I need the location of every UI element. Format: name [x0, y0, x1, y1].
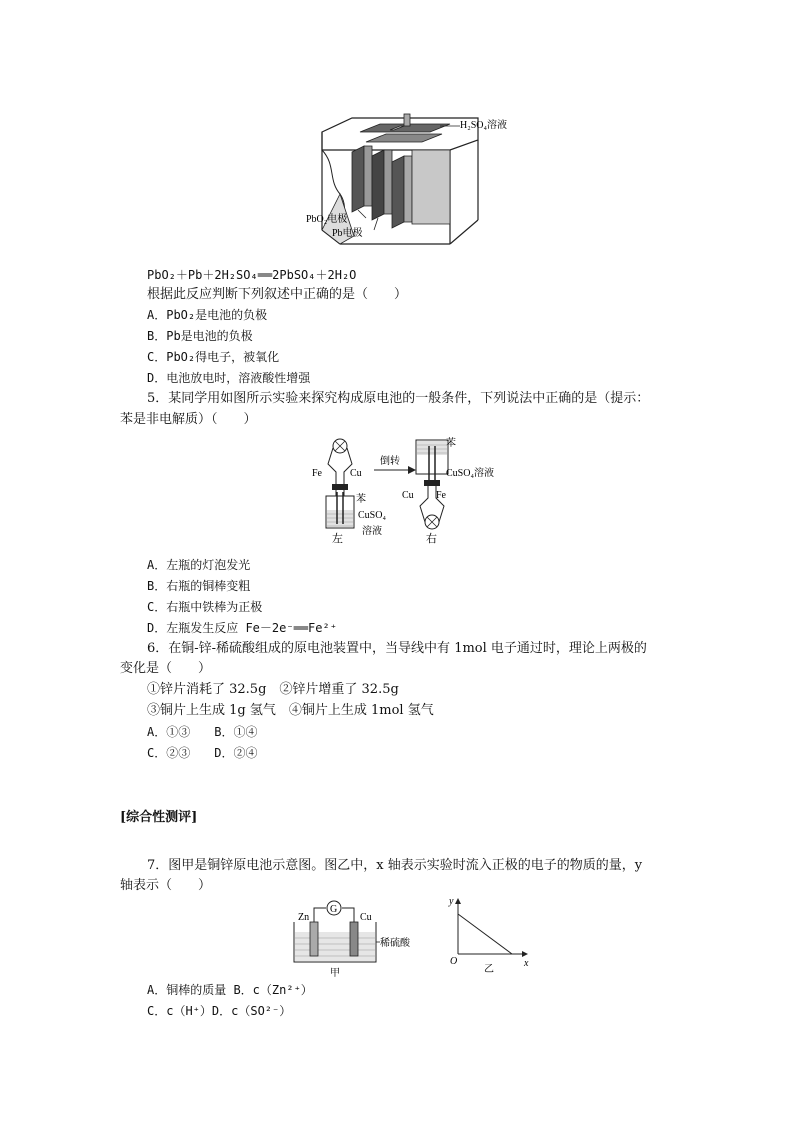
- q5-option-c: C．右瓶中铁棒为正极: [147, 600, 263, 614]
- q5-option-b: B．右瓶的铜棒变粗: [147, 579, 251, 593]
- y-axis-label: y: [449, 896, 454, 907]
- q5-option-a: A．左瓶的灯泡发光: [147, 558, 251, 572]
- q4-option-b: B．Pb是电池的负极: [147, 329, 253, 343]
- right-fe-label: Fe: [436, 490, 446, 501]
- galvanometer-label: G: [330, 904, 338, 915]
- q5-option-d: D．左瓶发生反应 Fe－2e⁻══Fe²⁺: [147, 621, 337, 635]
- graph-decreasing-line: [458, 914, 512, 954]
- q6-options-line2: C．②③ D．②④: [147, 746, 258, 760]
- graph-yi-figure: [448, 896, 538, 976]
- right-cu-label: Cu: [402, 490, 414, 501]
- pbo2-electrode-label: PbO₂电极: [306, 214, 348, 225]
- q7-stem-line2: 轴表示（ ）: [120, 878, 212, 893]
- pb-electrode-label: Pb电极: [332, 228, 363, 239]
- left-benzene-label: 苯: [356, 494, 366, 505]
- q6-stem-line1: 6．在铜-锌-稀硫酸组成的原电池装置中，当导线中有 1mol 电子通过时，理论上两极的: [147, 641, 647, 656]
- q4-option-c: C．PbO₂得电子，被氧化: [147, 350, 280, 364]
- invert-arrow-label: 倒转: [380, 456, 400, 467]
- section-title: [综合性测评]: [120, 810, 198, 825]
- right-flask-label: 右: [426, 533, 437, 545]
- left-cu-label: Cu: [350, 468, 362, 479]
- q6-items-line1: ①锌片消耗了 32.5g ②锌片增重了 32.5g: [147, 682, 399, 697]
- left-fe-label: Fe: [312, 468, 322, 479]
- right-benzene-label: 苯: [446, 438, 456, 449]
- q5-stem-line2: 苯是非电解质）（ ）: [120, 412, 257, 427]
- origin-label: O: [450, 956, 458, 967]
- x-axis-label: x: [524, 958, 529, 969]
- cu-zn-cell-figure: [290, 898, 420, 978]
- inverted-flask-figure: [310, 436, 530, 546]
- zn-label: Zn: [298, 912, 310, 923]
- q7-options-line2: C．c（H⁺）D．c（SO²⁻）: [147, 1004, 292, 1018]
- acid-label: 稀硫酸: [380, 938, 410, 949]
- lead-acid-battery-figure: [300, 110, 540, 250]
- electrolyte-label: H₂SO₄溶液: [460, 120, 507, 131]
- right-cuso4-solution-label: CuSO₄溶液: [446, 468, 494, 479]
- left-cuso4-label: CuSO₄: [358, 510, 386, 521]
- q7-stem-line1: 7．图甲是铜锌原电池示意图。图乙中，x 轴表示实验时流入正极的电子的物质的量，y: [147, 858, 643, 873]
- q6-stem-line2: 变化是（ ）: [120, 661, 212, 676]
- q6-options-line1: A．①③ B．①④: [147, 725, 258, 739]
- yi-label: 乙: [484, 964, 494, 975]
- q4-stem: 根据此反应判断下列叙述中正确的是（ ）: [147, 287, 408, 302]
- q4-option-d: D．电池放电时，溶液酸性增强: [147, 371, 311, 385]
- q4-equation: PbO₂＋Pb＋2H₂SO₄══2PbSO₄＋2H₂O: [147, 268, 357, 282]
- left-flask-label: 左: [332, 533, 343, 545]
- jia-label: 甲: [330, 968, 340, 978]
- q7-options-line1: A．铜棒的质量 B．c（Zn²⁺）: [147, 983, 313, 997]
- q5-stem-line1: 5．某同学用如图所示实验来探究构成原电池的一般条件，下列说法中正确的是（提示：: [147, 391, 650, 406]
- cu-label: Cu: [360, 912, 372, 923]
- left-solution-label: 溶液: [362, 526, 382, 537]
- q4-option-a: A．PbO₂是电池的负极: [147, 308, 268, 322]
- q6-items-line2: ③铜片上生成 1g 氢气 ④铜片上生成 1mol 氢气: [147, 703, 434, 718]
